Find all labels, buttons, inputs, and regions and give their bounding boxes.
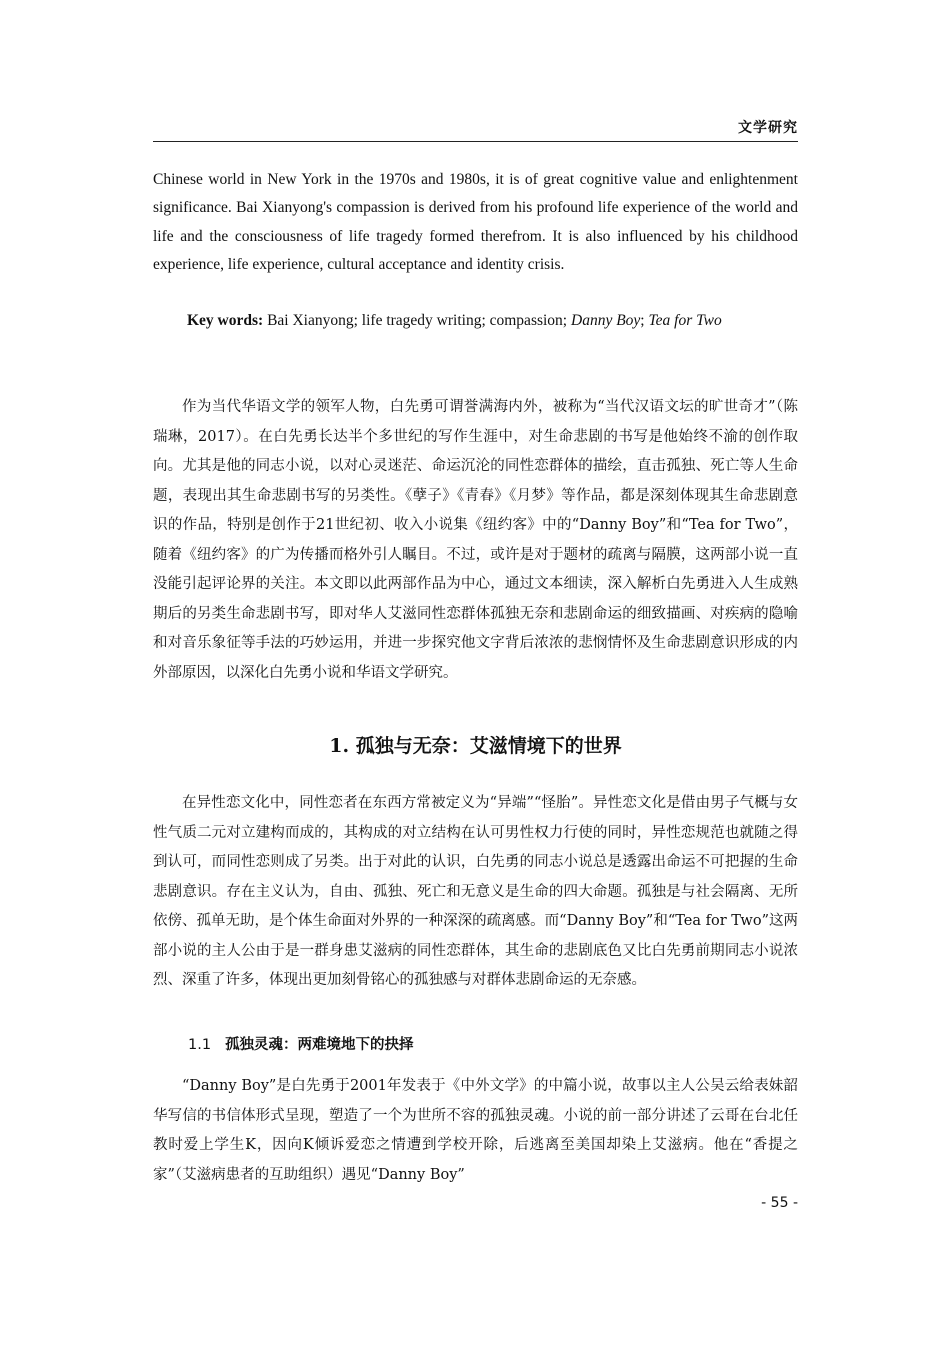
header-rule (153, 141, 798, 142)
section-heading: 1. 孤独与无奈：艾滋情境下的世界 (329, 735, 622, 757)
keywords-separator: ; (640, 312, 649, 329)
keyword-tea-for-two: Tea for Two (648, 312, 722, 329)
subsection-heading (188, 1033, 414, 1054)
english-abstract: Chinese world in New York in the 1970s and 1980s, it is of great cognitive value and enlightenment significance. Bai Xianyong's compassion is derived from his profound life experience of the world and life and the consciousness of life tragedy formed therefrom. It is also influenced by his childhood experience, life experience, cultural acceptance and identity crisis. (153, 171, 798, 273)
keywords-line (153, 307, 798, 335)
keywords-plain: Bai Xianyong; life tragedy writing; compassion; (263, 312, 571, 329)
keyword-danny-boy: Danny Boy (571, 312, 641, 329)
subsection-number: 1.1 (188, 1037, 212, 1053)
keywords-label: Key words: (187, 312, 264, 329)
page-number: - 55 - (761, 1195, 798, 1211)
section-paragraph: 在异性恋文化中，同性恋者在东西方常被定义为“异端”“怪胎”。异性恋文化是借由男子气概与女性气质二元对立建构而成的，其构成的对立结构在认可男性权力行使的同时，异性恋规范也就随之得到认可，而同性恋则成了另类。出于对此的认识，白先勇的同志小说总是透露出命运不可把握的生命悲剧意识。存在主义认为，自由、孤独、死亡和无意义是生命的四大命题。孤独是与社会隔离、无所依傍、孤单无助，是个体生命面对外界的一种深深的疏离感。而“Danny Boy”和“Tea for Two”这两部小说的主人公由于是一群身患艾滋病的同性恋群体，其生命的悲剧底色又比白先勇前期同志小说浓烈、深重了许多，体现出更加刻骨铭心的孤独感与对群体悲剧命运的无奈感。 (153, 795, 798, 988)
intro-paragraph: 作为当代华语文学的领军人物，白先勇可谓誉满海内外，被称为“当代汉语文坛的旷世奇才”（陈瑞琳，2017）。在白先勇长达半个多世纪的写作生涯中，对生命悲剧的书写是他始终不渝的创作取向。尤其是他的同志小说，以对心灵迷茫、命运沉沦的同性恋群体的描绘，直击孤独、死亡等人生命题，表现出其生命悲剧书写的另类性。《孽子》《青春》《月梦》等作品，都是深刻体现其生命悲剧意识的作品，特别是创作于21世纪初、收入小说集《纽约客》中的“Danny Boy”和“Tea for Two”，随着《纽约客》的广为传播而格外引人瞩目。不过，或许是对于题材的疏离与隔膜，这两部小说一直没能引起评论界的关注。本文即以此两部作品为中心，通过文本细读，深入解析白先勇进入人生成熟期后的另类生命悲剧书写，即对华人艾滋同性恋群体孤独无奈和悲剧命运的细致描画、对疾病的隐喻和对音乐象征等手法的巧妙运用，并进一步探究他文字背后浓浓的悲悯情怀及生命悲剧意识形成的内外部原因，以深化白先勇小说和华语文学研究。 (153, 399, 798, 681)
subsection-paragraph: “Danny Boy”是白先勇于2001年发表于《中外文学》的中篇小说，故事以主人公吴云给表妹韶华写信的书信体形式呈现，塑造了一个为世所不容的孤独灵魂。小说的前一部分讲述了云哥在台北任教时爱上学生K，因向K倾诉爱恋之情遭到学校开除，后逃离至美国却染上艾滋病。他在“香提之家”（艾滋病患者的互助组织）遇见“Danny Boy” (153, 1078, 798, 1183)
subsection-title: 孤独灵魂：两难境地下的抉择 (225, 1037, 414, 1053)
running-head: 文学研究 (738, 120, 798, 136)
